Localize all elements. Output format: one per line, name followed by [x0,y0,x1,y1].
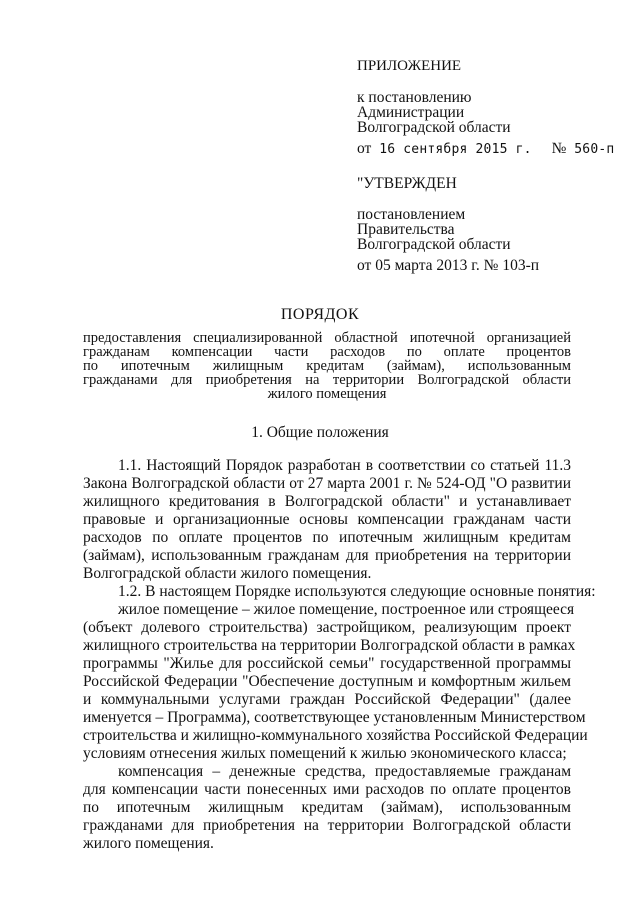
subtitle-line: по ипотечным жилищным кредитам (займам), использованным [83,358,571,374]
paragraph-line: 1.2. В настоящем Порядке используются следующие основные понятия: [118,583,596,600]
paragraph-line: именуется – Программа), соответствующее установленным Министерством [83,709,586,726]
paragraph-line: для компенсации части понесенных ими расходов по оплате процентов [83,781,571,798]
paragraph-line: Закона Волгоградской области от 27 марта 2001 г. № 524-ОД "О развитии [83,475,571,492]
paragraph-line: строительства и жилищно-коммунального хозяйства Российской Федерации [83,727,588,744]
paragraph-line: расходов по оплате процентов по ипотечным жилищным кредитам [83,529,571,546]
subtitle-line: гражданами для приобретения на территории Волгоградской области [83,372,571,388]
document-title: ПОРЯДОК [280,306,360,323]
paragraph-line: жилищного кредитования в Волгоградской области" и устанавливает [83,493,571,510]
paragraph-line: (объект долевого строительства) застройщиком, реализующим проект [83,619,571,636]
appendix-title: ПРИЛОЖЕНИЕ [357,58,462,74]
paragraph-line: и коммунальными услугами граждан Российской Федерации" (далее [83,691,571,708]
paragraph-line: компенсация – денежные средства, предоставляемые гражданам [118,763,571,780]
paragraph-line: Волгоградской области жилого помещения. [83,565,372,582]
paragraph-line: гражданами для приобретения на территории Волгоградской области [83,817,571,834]
appendix-date: 16 сентября 2015 г. [379,142,532,157]
paragraph-line: условиям отнесения жилых помещений к жилью экономического класса; [83,745,567,762]
paragraph-line: жилого помещения. [83,835,214,852]
approved-line-2: Правительства [357,221,455,238]
appendix-line-3: Волгоградской области [357,119,511,136]
appendix-date-prefix: от [357,140,372,157]
paragraph-line: (займам), использованным гражданам для приобретения на территории [83,547,571,564]
paragraph-line: 1.1. Настоящий Порядок разработан в соответствии со статьей 11.3 [118,457,571,474]
appendix-line-1: к постановлению [357,89,472,106]
paragraph-line: жилищного строительства на территории Волгоградской области в рамках [83,637,576,654]
paragraph-line: программы "Жилье для российской семьи" государственной программы [83,655,571,672]
approved-line-1: постановлением [357,206,466,223]
approved-date-line: от 05 марта 2013 г. № 103-п [357,257,540,274]
approved-line-3: Волгоградской области [357,236,511,253]
paragraph-line: Российской Федерации "Обеспечение доступным и комфортным жильем [83,673,571,690]
paragraph-line: жилое помещение – жилое помещение, построенное или строящееся [118,601,575,618]
appendix-number-sign: № [551,140,567,157]
appendix-line-2: Администрации [357,104,465,121]
approved-title: "УТВЕРЖДЕН [357,175,457,192]
subtitle-line: жилого помещения [267,386,387,402]
appendix-date-line [357,140,614,158]
subtitle-line: гражданам компенсации части расходов по оплате процентов [83,344,571,360]
appendix-number: 560-п [574,142,615,157]
paragraph-line: правовые и организационные основы компенсации гражданам части [83,511,571,528]
section-title: 1. Общие положения [251,424,389,441]
paragraph-line: по ипотечным жилищным кредитам (займам), использованным [83,799,571,816]
subtitle-line: предоставления специализированной областной ипотечной организацией [83,330,571,346]
